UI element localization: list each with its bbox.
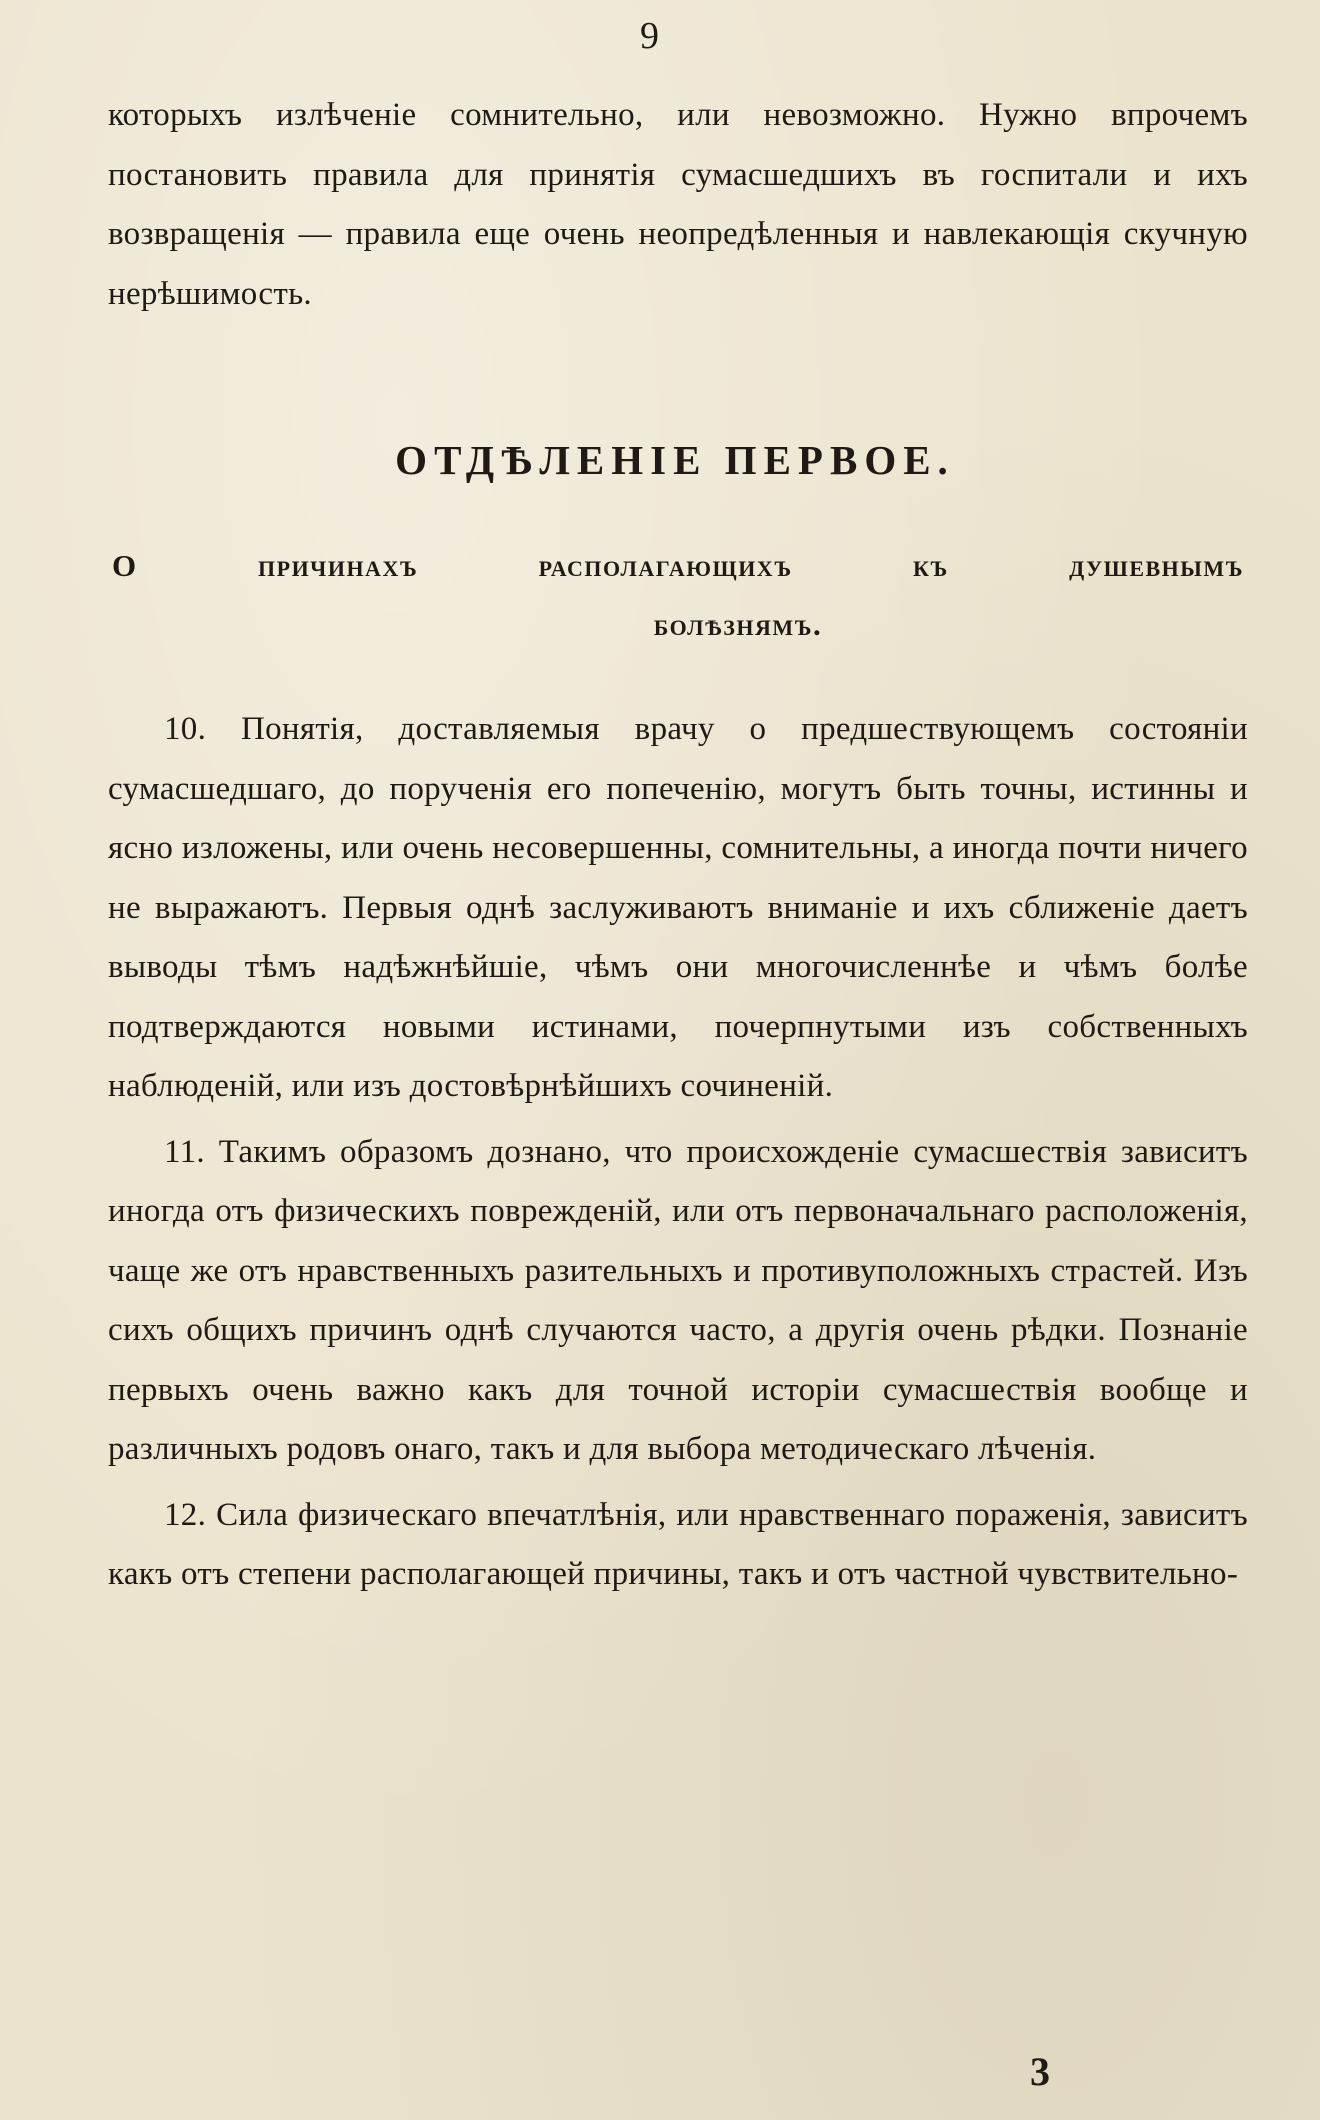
body-text: [108, 700, 1248, 1605]
signature-mark: 3: [1030, 2049, 1050, 2094]
page-number: 9: [640, 15, 660, 57]
intro-paragraph: которыхъ излѣченіе сомнительно, или невозможно. Нужно впрочемъ постановить правила для принятія сумасшедшихъ въ госпитали и ихъ возвращенія — правила еще очень неопредѣленныя и навлекающія скучную нерѣшимость.: [108, 97, 1248, 312]
paragraph-10: 10. Понятія, доставляемыя врачу о предшествующемъ состояніи сумасшедшаго, до порученія его попеченію, могутъ быть точны, истинны и ясно изложены, или очень несовершенны, сомнительны, а иногда почти ничего не выражаютъ. Первыя однѣ заслуживаютъ вниманіе и ихъ сближеніе даетъ выводы тѣмъ надѣжнѣйшіе, чѣмъ они многочисленнѣе и чѣмъ болѣе подтверждаются новыми истинами, почерпнутыми изъ собственныхъ наблюденій, или изъ достовѣрнѣйшихъ сочиненій.: [108, 711, 1248, 1104]
paragraph-12: 12. Сила физическаго впечатлѣнія, или нравственнаго пораженія, зависитъ какъ отъ степени располагающей причины, такъ и отъ частной чувствительно-: [108, 1496, 1248, 1592]
paragraph-11: 11. Такимъ образомъ дознано, что происхожденіе сумасшествія зависитъ иногда отъ физическихъ поврежденій, или отъ первоначальнаго расположенія, чаще же отъ нравственныхъ разительныхъ и противуположныхъ страстей. Изъ сихъ общихъ причинъ однѣ случаются часто, а другія очень рѣдки. Познаніе первыхъ очень важно какъ для точной исторіи сумасшествія вообще и различныхъ родовъ онаго, такъ и для выбора методическаго лѣченія.: [108, 1133, 1248, 1467]
section-subtitle: [112, 536, 1244, 654]
section-subtitle-line1: О причинахъ располагающихъ къ душевнымъ: [112, 548, 1244, 583]
intro-paragraph-block: [108, 86, 1248, 324]
section-title: ОТДѢЛЕНІЕ ПЕРВОЕ.: [395, 437, 955, 483]
section-subtitle-line2: болѣзнямъ.: [653, 607, 823, 642]
